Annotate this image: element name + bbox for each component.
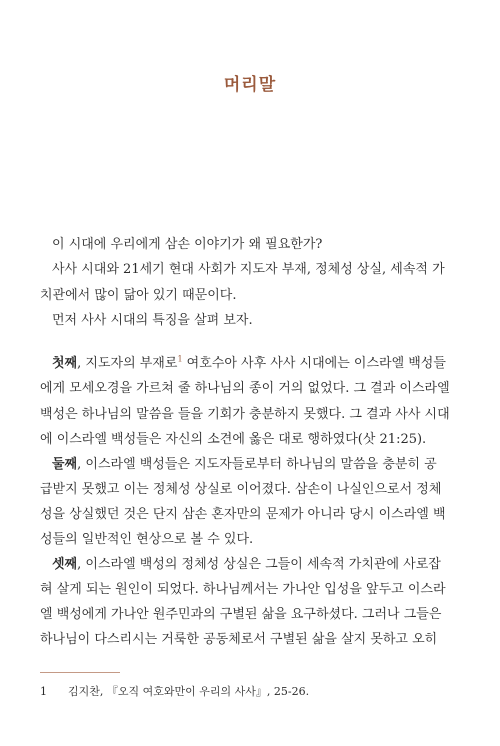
paragraph-lead: 둘째 <box>52 457 78 472</box>
paragraph-line <box>40 557 441 573</box>
paragraph-line <box>40 356 446 372</box>
intro-line: 이 시대에 우리에게 삼손 이야기가 왜 필요한가? <box>52 237 323 252</box>
footnote-text: 김지찬, 『오직 여호와만이 우리의 사사』, 25-26. <box>68 685 310 698</box>
paragraph-text: 여호수아 사후 사사 시대에는 이스라엘 백성들 <box>182 356 446 371</box>
paragraph-lead: 셋째 <box>52 557 78 572</box>
footnote-marker[interactable]: 1 <box>177 354 183 364</box>
paragraph-line: 에 이스라엘 백성들은 자신의 소견에 옳은 대로 행하였다(삿 21:25). <box>40 432 427 447</box>
paragraph-line: 하나님이 다스리시는 거룩한 공동체로서 구별된 삶을 살지 못하고 오히 <box>40 632 438 647</box>
paragraph-line: 성들의 일반적인 현상으로 볼 수 있다. <box>40 532 254 547</box>
paragraph-text: , 지도자의 부재로 <box>77 356 178 371</box>
paragraph-line: 혀 살게 되는 원인이 되었다. 하나님께서는 가나안 입성을 앞두고 이스라 <box>40 582 446 597</box>
paragraph-line: 급받지 못했고 이는 정체성 상실로 이어졌다. 삼손이 나실인으로서 정체 <box>40 482 442 497</box>
paragraph-line: 성을 상실했던 것은 단지 삼손 혼자만의 문제가 아니라 당시 이스라엘 백 <box>40 507 446 522</box>
footnote <box>40 683 309 699</box>
paragraph-line <box>40 457 437 473</box>
paragraph-line: 에게 모세오경을 가르쳐 줄 하나님의 종이 거의 없었다. 그 결과 이스라엘 <box>40 381 450 396</box>
footnote-number: 1 <box>40 685 47 698</box>
paragraph-line: 백성은 하나님의 말씀을 들을 기회가 충분하지 못했다. 그 결과 사사 시대 <box>40 407 450 422</box>
paragraph-text: , 이스라엘 백성의 정체성 상실은 그들이 세속적 가치관에 사로잡 <box>77 557 441 572</box>
footnote-divider <box>40 672 120 673</box>
intro-line: 치관에서 많이 닮아 있기 때문이다. <box>40 288 237 303</box>
intro-line: 먼저 사사 시대의 특징을 살펴 보자. <box>52 313 253 328</box>
paragraph-lead: 첫째 <box>52 356 78 371</box>
intro-line: 사사 시대와 21세기 현대 사회가 지도자 부재, 정체성 상실, 세속적 가 <box>52 262 445 277</box>
paragraph-text: , 이스라엘 백성들은 지도자들로부터 하나님의 말씀을 충분히 공 <box>77 457 437 472</box>
paragraph-line: 엘 백성에게 가나안 원주민과의 구별된 삶을 요구하셨다. 그러나 그들은 <box>40 607 442 622</box>
page-title: 머리말 <box>223 75 277 95</box>
